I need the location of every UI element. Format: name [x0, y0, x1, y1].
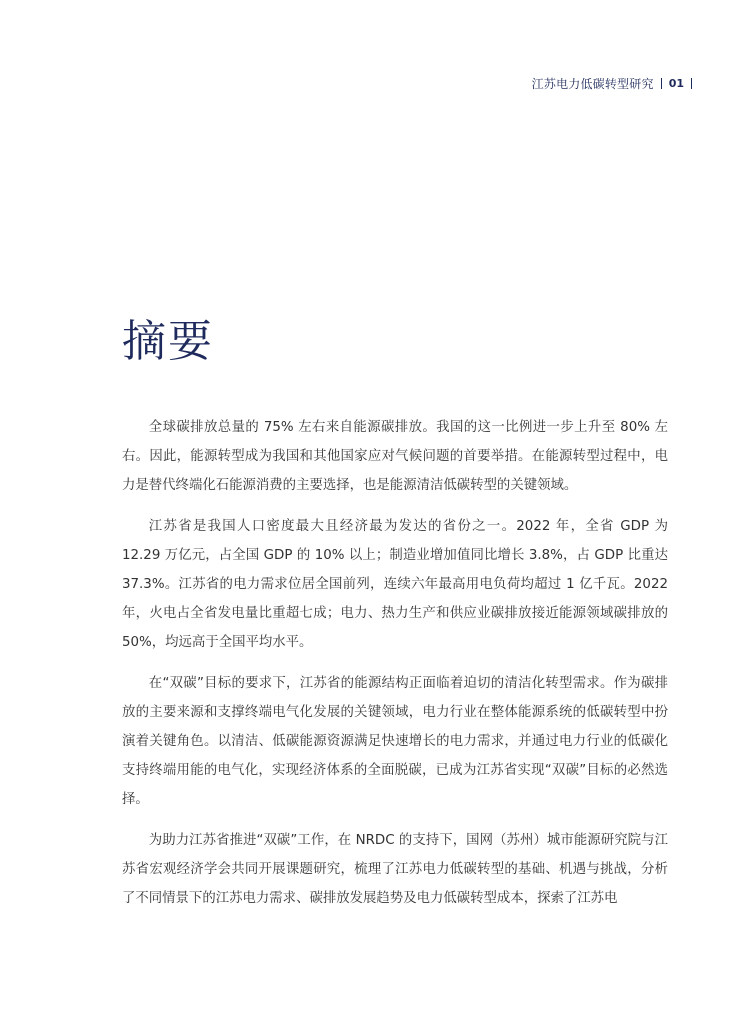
running-header-title: 江苏电力低碳转型研究 [531, 77, 654, 91]
page-number: 01 [668, 77, 684, 90]
paragraph: 为助力江苏省推进“双碳”工作，在 NRDC 的支持下，国网（苏州）城市能源研究院与江苏省宏观经济学会共同开展课题研究，梳理了江苏电力低碳转型的基础、机遇与挑战，分析了不同情景下的江苏电力需求、碳排放发展趋势及电力低碳转型成本，探索了江苏电 [122, 833, 668, 906]
section-heading: 摘要 [122, 316, 214, 367]
header-divider-right [691, 78, 692, 89]
header-divider-left [661, 78, 662, 89]
body-text [122, 413, 668, 925]
paragraph: 江苏省是我国人口密度最大且经济最为发达的省份之一。2022 年，全省 GDP 为 12.29 万亿元，占全国 GDP 的 10% 以上；制造业增加值同比增长 3.8%，占 GDP 比重达 37.3%。江苏省的电力需求位居全国前列，连续六年最高用电负荷均超过 1 亿千瓦。2022 年，火电占全省发电量比重超七成；电力、热力生产和供应业碳排放接近能源领域碳排放的 50%，均远高于全国平均水平。 [122, 519, 668, 650]
paragraph: 全球碳排放总量的 75% 左右来自能源碳排放。我国的这一比例进一步上升至 80% 左右。因此，能源转型成为我国和其他国家应对气候问题的首要举措。在能源转型过程中，电力是替代终端化石能源消费的主要选择，也是能源清洁低碳转型的关键领域。 [122, 420, 668, 493]
running-header [532, 75, 699, 92]
paragraph: 在“双碳”目标的要求下，江苏省的能源结构正面临着迫切的清洁化转型需求。作为碳排放的主要来源和支撑终端电气化发展的关键领域，电力行业在整体能源系统的低碳转型中扮演着关键角色。以清洁、低碳能源资源满足快速增长的电力需求，并通过电力行业的低碳化支持终端用能的电气化，实现经济体系的全面脱碳，已成为江苏省实现“双碳”目标的必然选择。 [122, 676, 668, 807]
